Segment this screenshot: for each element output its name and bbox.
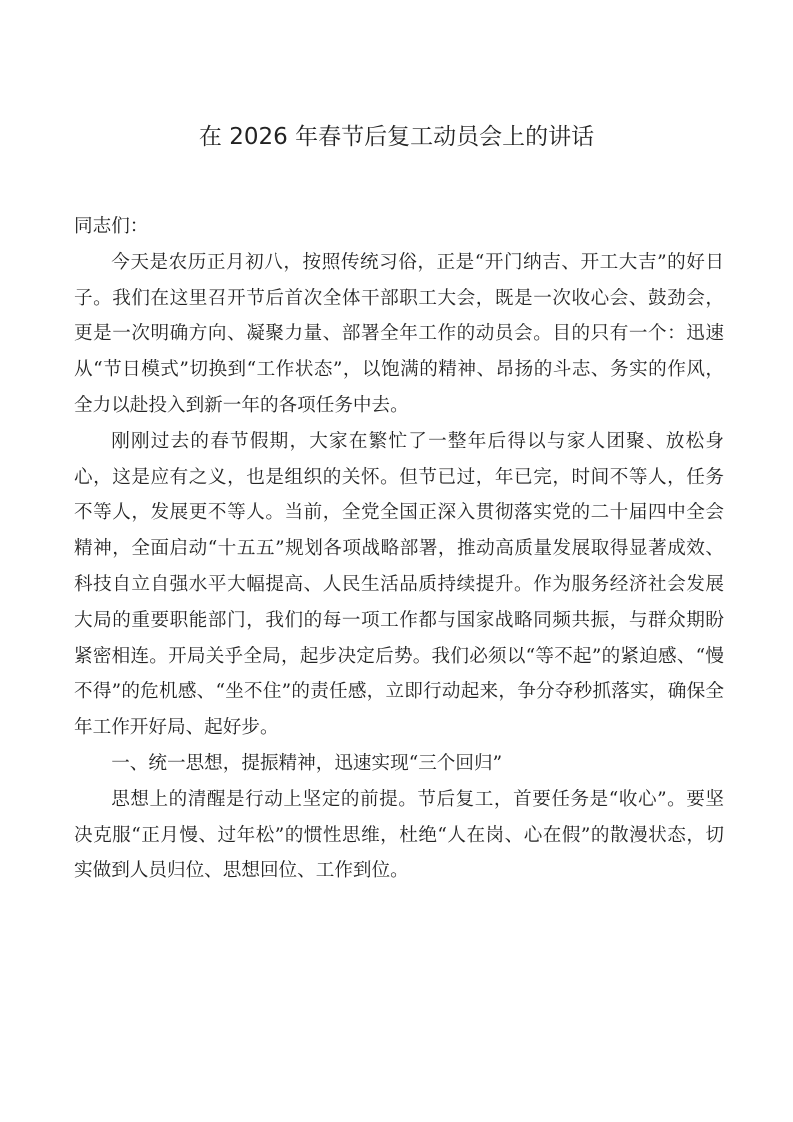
document-title: 在 2026 年春节后复工动员会上的讲话 <box>198 124 595 150</box>
salutation: 同志们： <box>74 216 149 237</box>
paragraph-opening: 今天是农历正月初八，按照传统习俗，正是“开门纳吉、开工大吉”的好日子。我们在这里召开节后首次全体干部职工大会，既是一次收心会、鼓劲会，更是一次明确方向、凝聚力量、部署全年工作的动员会。目的只有一个：迅速从“节日模式”切换到“工作状态”，以饱满的精神、昂扬的斗志、务实的作风，全力以赴投入到新一年的各项任务中去。 <box>74 251 724 416</box>
document-body <box>74 209 724 889</box>
section-heading-1: 一、统一思想，提振精神，迅速实现“三个回归” <box>111 752 503 774</box>
paragraph-section-1: 思想上的清醒是行动上坚定的前提。节后复工，首要任务是“收心”。要坚决克服“正月慢、过年松”的惯性思维，杜绝“人在岗、心在假”的散漫状态，切实做到人员归位、思想回位、工作到位。 <box>74 788 724 882</box>
paragraph-context: 刚刚过去的春节假期，大家在繁忙了一整年后得以与家人团聚、放松身心，这是应有之义，也是组织的关怀。但节已过，年已完，时间不等人，任务不等人，发展更不等人。当前，全党全国正深入贯彻落实党的二十届四中全会精神，全面启动“十五五”规划各项战略部署，推动高质量发展取得显著成效、科技自立自强水平大幅提高、人民生活品质持续提升。作为服务经济社会发展大局的重要职能部门，我们的每一项工作都与国家战略同频共振，与群众期盼紧密相连。开局关乎全局，起步决定后势。我们必须以“等不起”的紧迫感、“慢不得”的危机感、“坐不住”的责任感，立即行动起来，争分夺秒抓落实，确保全年工作开好局、起好步。 <box>74 430 724 739</box>
